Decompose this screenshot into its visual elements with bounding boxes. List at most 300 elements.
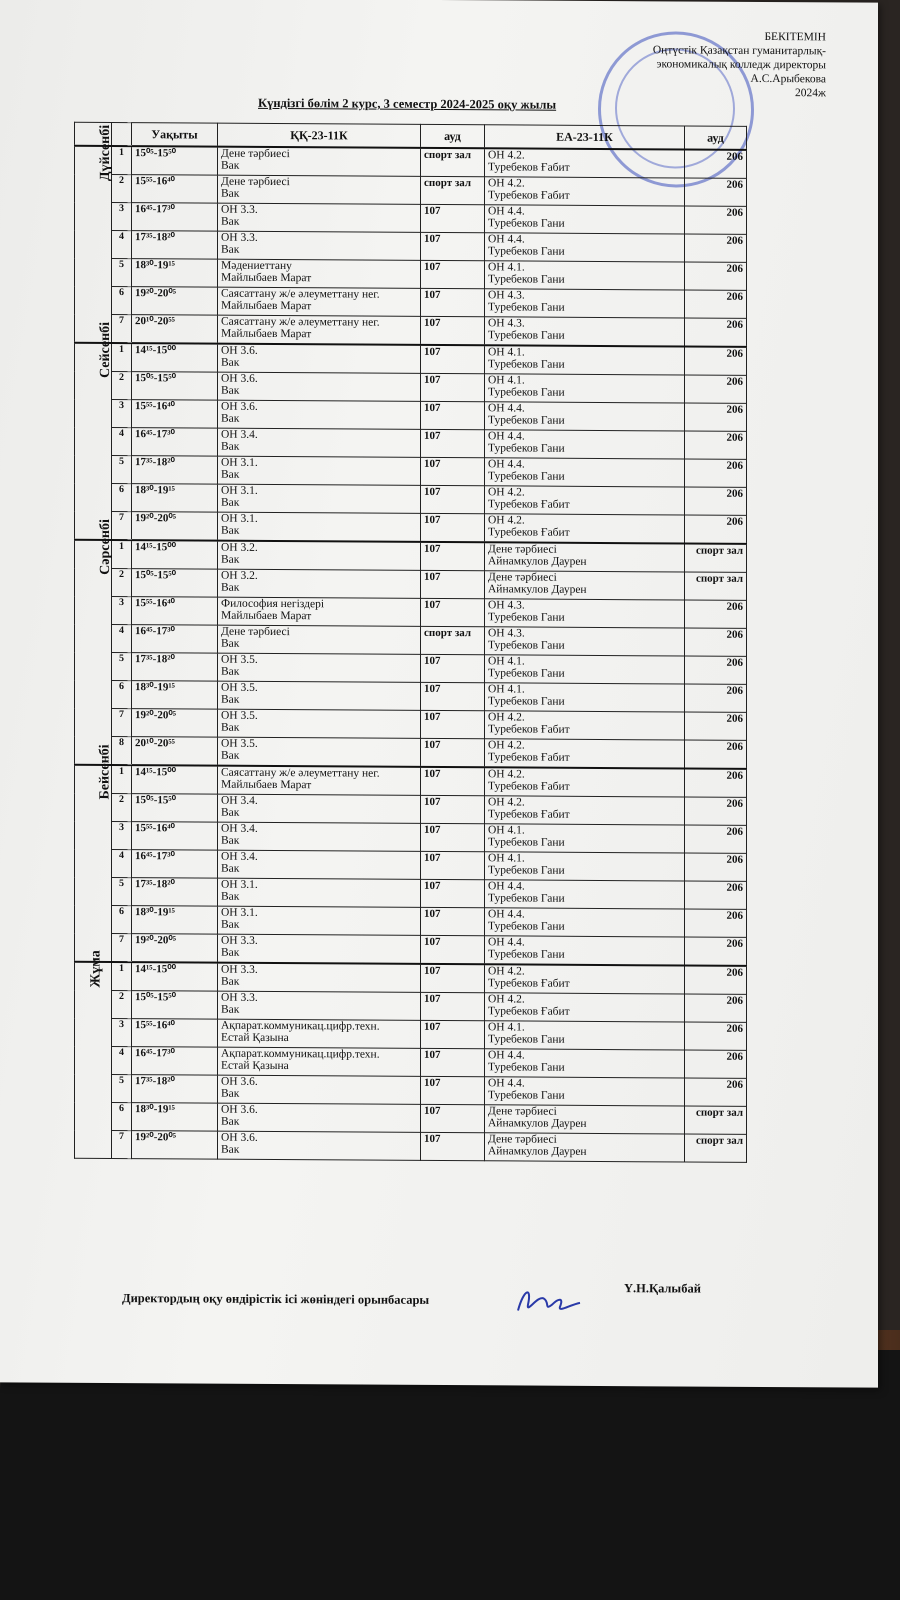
subject-name: ОН 4.2. xyxy=(488,149,525,162)
subject-name: ОН 3.3. xyxy=(221,963,258,976)
teacher-name: Вак xyxy=(221,581,240,594)
group-2-room: 206 xyxy=(685,290,747,318)
group-1-lesson xyxy=(218,906,421,935)
lesson-time: 20¹⁰-20⁵⁵ xyxy=(132,315,218,344)
teacher-name: Вак xyxy=(221,975,240,988)
approval-line-4: А.С.Арыбекова xyxy=(750,72,826,86)
group-1-lesson xyxy=(218,934,421,964)
group-1-lesson xyxy=(218,878,421,907)
group-2-room: 206 xyxy=(685,375,747,403)
lesson-number: 3 xyxy=(112,821,132,849)
table-row xyxy=(75,680,747,712)
subject-name: Дене тәрбиесі xyxy=(221,175,290,189)
teacher-name: Вак xyxy=(221,806,240,819)
group-2-room: спорт зал xyxy=(685,1134,747,1162)
subject-name: ОН 3.3. xyxy=(221,934,258,947)
group-1-room: 107 xyxy=(421,457,485,485)
group-1-lesson xyxy=(218,625,421,654)
group-2-lesson xyxy=(485,711,685,740)
group-1-room: 107 xyxy=(421,429,485,457)
group-1-lesson xyxy=(218,766,421,796)
subject-name: ОН 3.6. xyxy=(221,372,258,385)
subject-name: ОН 4.4. xyxy=(488,402,525,415)
lesson-number: 6 xyxy=(112,483,132,511)
table-row xyxy=(75,371,747,403)
subject-name: ОН 4.1. xyxy=(488,374,525,387)
subject-name: Ақпарат.коммуникац.цифр.техн. xyxy=(221,1019,380,1033)
dark-foreground xyxy=(0,1350,900,1600)
subject-name: ОН 3.1. xyxy=(221,906,258,919)
subject-name: ОН 4.2. xyxy=(488,177,525,190)
teacher-name: Вак xyxy=(221,468,240,481)
teacher-name: Айнамкулов Даурен xyxy=(488,1145,587,1158)
lesson-time: 15⁰⁵-15⁵⁰ xyxy=(132,146,218,175)
group-2-lesson xyxy=(485,402,685,431)
teacher-name: Туребеков Гани xyxy=(488,1033,565,1046)
group-2-room: 206 xyxy=(685,628,747,656)
group-2-lesson xyxy=(485,767,685,797)
group-2-room: 206 xyxy=(685,740,747,769)
lesson-number: 1 xyxy=(112,540,132,569)
table-row xyxy=(75,511,747,544)
subject-name: ОН 4.1. xyxy=(488,655,525,668)
subject-name: ОН 3.6. xyxy=(221,1131,258,1144)
lesson-time: 15⁵⁵-16⁴⁰ xyxy=(132,597,218,626)
table-row xyxy=(75,230,747,262)
subject-name: ОН 3.6. xyxy=(221,344,258,357)
lesson-time: 15⁵⁵-16⁴⁰ xyxy=(132,822,218,851)
subject-name: ОН 4.4. xyxy=(488,880,525,893)
table-row xyxy=(75,933,747,966)
teacher-name: Вак xyxy=(221,890,240,903)
group-1-room: 107 xyxy=(421,738,485,767)
group-2-room: 206 xyxy=(685,965,747,994)
teacher-name: Туребеков Ғабит xyxy=(488,526,570,539)
group-1-room: 107 xyxy=(421,542,485,571)
teacher-name: Туребеков Гани xyxy=(488,358,565,371)
document-title: Күндізгі бөлім 2 курс, 3 семестр 2024-2025 оқу жылы xyxy=(258,95,557,112)
teacher-name: Вак xyxy=(221,356,240,369)
approval-line-3: экономикалық колледж директоры xyxy=(656,58,826,72)
day-name: Сейсенбі xyxy=(98,321,114,379)
group-2-room: 206 xyxy=(685,1050,747,1078)
table-row xyxy=(75,202,747,234)
lesson-number: 7 xyxy=(112,511,132,540)
group-2-lesson xyxy=(485,824,685,853)
group-1-lesson xyxy=(218,287,421,316)
group-2-room: 206 xyxy=(685,403,747,431)
table-row xyxy=(75,596,747,628)
lesson-number: 7 xyxy=(112,933,132,962)
group-1-lesson xyxy=(218,231,421,260)
teacher-name: Естай Қазына xyxy=(221,1059,289,1073)
lesson-time: 19²⁰-20⁰⁵ xyxy=(132,709,218,738)
lesson-number: 1 xyxy=(112,765,132,794)
group-1-lesson xyxy=(218,794,421,823)
subject-name: Саясаттану ж/е әлеуметтану нег. xyxy=(221,287,380,301)
teacher-name: Вак xyxy=(221,918,240,931)
group-1-lesson xyxy=(218,541,421,571)
group-1-room: 107 xyxy=(421,570,485,598)
group-1-room: 107 xyxy=(421,795,485,823)
lesson-time: 14¹⁵-15⁰⁰ xyxy=(132,540,218,569)
group-2-room: 206 xyxy=(685,459,747,487)
group-1-lesson xyxy=(218,653,421,682)
group-2-lesson xyxy=(485,317,685,347)
group-1-room: 107 xyxy=(421,767,485,796)
day-name: Сәрсенбі xyxy=(97,519,113,575)
group-1-room: 107 xyxy=(421,373,485,401)
table-row xyxy=(75,877,747,909)
approval-line-5: 2024ж xyxy=(795,87,826,100)
lesson-time: 17³⁵-18²⁰ xyxy=(132,653,218,682)
group-2-room: 206 xyxy=(685,487,747,515)
teacher-name: Майлыбаев Марат xyxy=(221,778,312,792)
teacher-name: Туребеков Гани xyxy=(488,611,565,624)
subject-name: Саясаттану ж/е әлеуметтану нег. xyxy=(221,766,380,780)
teacher-name: Майлыбаев Марат xyxy=(221,609,312,623)
group-2-room: 206 xyxy=(685,149,747,178)
teacher-name: Вак xyxy=(221,553,240,566)
subject-name: ОН 4.2. xyxy=(488,711,525,724)
group-1-lesson xyxy=(218,259,421,288)
day-name: Дүйсенбі xyxy=(98,124,114,182)
subject-name: ОН 4.4. xyxy=(488,205,525,218)
group-2-room: спорт зал xyxy=(685,1106,747,1134)
subject-name: ОН 3.4. xyxy=(221,794,258,807)
header-time: Уақыты xyxy=(132,123,218,147)
subject-name: ОН 3.1. xyxy=(221,512,258,525)
group-2-room: 206 xyxy=(685,262,747,290)
lesson-time: 19²⁰-20⁰⁵ xyxy=(132,287,218,316)
teacher-name: Вак xyxy=(221,1087,240,1100)
teacher-name: Туребеков Гани xyxy=(488,948,565,961)
subject-name: ОН 3.5. xyxy=(221,653,258,666)
subject-name: Философия негіздері xyxy=(221,597,325,611)
group-1-room: 107 xyxy=(421,1020,485,1048)
teacher-name: Туребеков Гани xyxy=(488,836,565,849)
subject-name: ОН 4.2. xyxy=(488,768,525,781)
subject-name: ОН 3.1. xyxy=(221,456,258,469)
table-row xyxy=(75,314,747,347)
group-1-room: 107 xyxy=(421,598,485,626)
group-1-lesson xyxy=(218,991,421,1020)
group-2-lesson xyxy=(485,796,685,825)
group-2-room: 206 xyxy=(685,825,747,853)
group-2-room: 206 xyxy=(685,909,747,937)
group-2-lesson xyxy=(485,599,685,628)
teacher-name: Туребеков Гани xyxy=(488,217,565,230)
group-1-lesson xyxy=(218,709,421,738)
signature-mark xyxy=(514,1280,584,1320)
group-1-room: 107 xyxy=(421,935,485,964)
table-row xyxy=(75,146,747,179)
table-row xyxy=(75,765,747,798)
lesson-number: 6 xyxy=(112,286,132,314)
lesson-number: 5 xyxy=(112,652,132,680)
subject-name: ОН 4.4. xyxy=(488,1049,525,1062)
table-row xyxy=(75,990,747,1022)
subject-name: ОН 3.1. xyxy=(221,878,258,891)
group-1-room: 107 xyxy=(421,851,485,879)
lesson-number: 5 xyxy=(112,1074,132,1102)
group-1-room: 107 xyxy=(421,316,485,345)
group-1-room: 107 xyxy=(421,232,485,260)
subject-name: ОН 4.4. xyxy=(488,233,525,246)
subject-name: ОН 3.6. xyxy=(221,1103,258,1116)
group-2-room: 206 xyxy=(685,346,747,375)
teacher-name: Туребеков Ғабит xyxy=(488,1005,570,1018)
group-1-lesson xyxy=(218,1131,421,1160)
lesson-number: 4 xyxy=(112,1046,132,1074)
group-2-lesson xyxy=(485,430,685,459)
teacher-name: Туребеков Гани xyxy=(488,1089,565,1102)
subject-name: ОН 3.5. xyxy=(221,737,258,750)
teacher-name: Вак xyxy=(221,524,240,537)
table-row xyxy=(75,1046,747,1078)
table-row xyxy=(75,568,747,600)
teacher-name: Вак xyxy=(221,159,240,172)
group-2-room: 206 xyxy=(685,937,747,966)
subject-name: Мәдениеттану xyxy=(221,259,292,273)
table-row xyxy=(75,962,747,995)
lesson-time: 17³⁵-18²⁰ xyxy=(132,878,218,907)
subject-name: Саясаттану ж/е әлеуметтану нег. xyxy=(221,315,380,329)
group-2-room: 206 xyxy=(685,768,747,797)
header-group-1: ҚҚ-23-11К xyxy=(218,123,421,148)
teacher-name: Вак xyxy=(221,215,240,228)
teacher-name: Туребеков Гани xyxy=(488,920,565,933)
group-1-room: 107 xyxy=(421,907,485,935)
teacher-name: Вак xyxy=(221,1115,240,1128)
subject-name: ОН 4.4. xyxy=(488,430,525,443)
group-2-room: спорт зал xyxy=(685,572,747,600)
table-row xyxy=(75,258,747,290)
teacher-name: Вак xyxy=(221,384,240,397)
signer-name: Ү.Н.Қалыбай xyxy=(624,1281,701,1296)
group-1-lesson xyxy=(218,203,421,232)
table-row xyxy=(75,540,747,573)
subject-name: ОН 4.2. xyxy=(488,993,525,1006)
subject-name: ОН 4.3. xyxy=(488,599,525,612)
subject-name: ОН 4.3. xyxy=(488,627,525,640)
group-2-lesson xyxy=(485,233,685,262)
group-2-room: 206 xyxy=(685,656,747,684)
lesson-time: 16⁴⁵-17³⁰ xyxy=(132,203,218,232)
group-1-room: 107 xyxy=(421,879,485,907)
teacher-name: Вак xyxy=(221,187,240,200)
subject-name: Дене тәрбиесі xyxy=(488,1133,557,1146)
group-1-room: 107 xyxy=(421,288,485,316)
subject-name: ОН 4.2. xyxy=(488,796,525,809)
group-1-lesson xyxy=(218,597,421,626)
day-cell xyxy=(75,950,112,1159)
teacher-name: Туребеков Гани xyxy=(488,1061,565,1074)
table-row xyxy=(75,905,747,937)
table-row xyxy=(75,793,747,825)
group-1-lesson xyxy=(218,963,421,993)
table-row xyxy=(75,286,747,318)
lesson-time: 17³⁵-18²⁰ xyxy=(132,231,218,260)
lesson-time: 19²⁰-20⁰⁵ xyxy=(132,934,218,963)
teacher-name: Туребеков Гани xyxy=(488,442,565,455)
teacher-name: Вак xyxy=(221,749,240,762)
group-2-room: 206 xyxy=(685,1022,747,1050)
day-cell xyxy=(75,744,113,962)
lesson-time: 17³⁵-18²⁰ xyxy=(132,456,218,485)
day-name: Жұма xyxy=(88,950,104,988)
group-1-room: 107 xyxy=(421,1132,485,1160)
group-2-lesson xyxy=(485,964,685,994)
group-2-lesson xyxy=(485,852,685,881)
lesson-time: 14¹⁵-15⁰⁰ xyxy=(132,765,218,794)
subject-name: ОН 3.3. xyxy=(221,231,258,244)
subject-name: ОН 3.5. xyxy=(221,709,258,722)
group-2-lesson xyxy=(485,486,685,515)
group-2-room: 206 xyxy=(685,881,747,909)
group-1-lesson xyxy=(218,428,421,457)
subject-name: ОН 4.1. xyxy=(488,683,525,696)
group-2-lesson xyxy=(485,374,685,403)
teacher-name: Туребеков Гани xyxy=(488,864,565,877)
lesson-number: 4 xyxy=(112,427,132,455)
group-1-room: 107 xyxy=(421,823,485,851)
lesson-number: 2 xyxy=(112,568,132,596)
subject-name: ОН 3.2. xyxy=(221,569,258,582)
table-row xyxy=(75,1130,747,1162)
lesson-number: 4 xyxy=(112,230,132,258)
schedule-table xyxy=(74,122,747,1163)
lesson-number: 2 xyxy=(112,371,132,399)
group-1-lesson xyxy=(218,344,421,374)
subject-name: ОН 4.4. xyxy=(488,908,525,921)
teacher-name: Майлыбаев Марат xyxy=(221,327,312,341)
subject-name: ОН 4.3. xyxy=(488,317,525,330)
table-row xyxy=(75,849,747,881)
group-2-lesson xyxy=(485,205,685,234)
group-2-lesson xyxy=(485,739,685,769)
header-num xyxy=(112,122,132,146)
group-1-lesson xyxy=(218,569,421,598)
subject-name: ОН 4.1. xyxy=(488,346,525,359)
lesson-number: 5 xyxy=(112,877,132,905)
lesson-number: 7 xyxy=(112,314,132,343)
group-1-room: 107 xyxy=(421,485,485,513)
group-1-room: 107 xyxy=(421,401,485,429)
group-1-room: 107 xyxy=(421,992,485,1020)
group-1-room: 107 xyxy=(421,260,485,288)
group-2-lesson xyxy=(485,1049,685,1078)
lesson-number: 6 xyxy=(112,905,132,933)
group-1-room: 107 xyxy=(421,1104,485,1132)
group-1-lesson xyxy=(218,1075,421,1104)
group-2-room: 206 xyxy=(685,234,747,262)
subject-name: ОН 3.3. xyxy=(221,203,258,216)
teacher-name: Туребеков Гани xyxy=(488,892,565,905)
group-2-room: 206 xyxy=(685,994,747,1022)
group-1-lesson xyxy=(218,147,421,177)
lesson-time: 15⁵⁵-16⁴⁰ xyxy=(132,400,218,429)
subject-name: ОН 4.1. xyxy=(488,261,525,274)
teacher-name: Туребеков Гани xyxy=(488,695,565,708)
table-row xyxy=(75,343,747,376)
group-2-lesson xyxy=(485,880,685,909)
lesson-number: 1 xyxy=(112,343,132,372)
group-1-room: 107 xyxy=(421,1048,485,1076)
group-2-lesson xyxy=(485,655,685,684)
group-1-room: 107 xyxy=(421,654,485,682)
lesson-number: 4 xyxy=(112,624,132,652)
approval-block xyxy=(653,29,826,100)
table-row xyxy=(75,1102,747,1134)
group-1-room: 107 xyxy=(421,513,485,542)
subject-name: ОН 4.2. xyxy=(488,739,525,752)
teacher-name: Туребеков Ғабит xyxy=(488,189,570,202)
teacher-name: Туребеков Гани xyxy=(488,273,565,286)
lesson-number: 6 xyxy=(112,1102,132,1130)
subject-name: Дене тәрбиесі xyxy=(221,625,290,639)
group-1-room: 107 xyxy=(421,964,485,993)
group-2-lesson xyxy=(485,1105,685,1134)
group-2-room: 206 xyxy=(685,515,747,544)
group-2-room: 206 xyxy=(685,178,747,206)
teacher-name: Естай Қазына xyxy=(221,1031,289,1045)
teacher-name: Туребеков Ғабит xyxy=(488,751,570,764)
subject-name: ОН 3.3. xyxy=(221,991,258,1004)
lesson-number: 2 xyxy=(112,174,132,202)
lesson-number: 3 xyxy=(112,399,132,427)
lesson-number: 3 xyxy=(112,1018,132,1046)
group-2-lesson xyxy=(485,458,685,487)
lesson-time: 15⁰⁵-15⁵⁰ xyxy=(132,372,218,401)
lesson-time: 16⁴⁵-17³⁰ xyxy=(132,1047,218,1076)
group-2-room: 206 xyxy=(685,206,747,234)
group-2-room: спорт зал xyxy=(685,543,747,572)
group-2-lesson xyxy=(485,1133,685,1162)
subject-name: ОН 4.2. xyxy=(488,486,525,499)
teacher-name: Айнамкулов Даурен xyxy=(488,1117,587,1130)
teacher-name: Туребеков Ғабит xyxy=(488,498,570,511)
subject-name: ОН 3.5. xyxy=(221,681,258,694)
lesson-time: 16⁴⁵-17³⁰ xyxy=(132,428,218,457)
table-row xyxy=(75,1074,747,1106)
group-1-room: 107 xyxy=(421,682,485,710)
lesson-time: 16⁴⁵-17³⁰ xyxy=(132,850,218,879)
group-2-room: 206 xyxy=(685,797,747,825)
teacher-name: Айнамкулов Даурен xyxy=(488,555,587,568)
subject-name: ОН 4.4. xyxy=(488,1077,525,1090)
subject-name: Ақпарат.коммуникац.цифр.техн. xyxy=(221,1047,380,1061)
teacher-name: Вак xyxy=(221,440,240,453)
group-2-room: 206 xyxy=(685,600,747,628)
lesson-time: 18³⁰-19¹⁵ xyxy=(132,906,218,935)
group-2-lesson xyxy=(485,542,685,572)
lesson-time: 19²⁰-20⁰⁵ xyxy=(132,512,218,541)
lesson-number: 7 xyxy=(112,708,132,736)
lesson-time: 15⁰⁵-15⁵⁰ xyxy=(132,794,218,823)
subject-name: ОН 4.3. xyxy=(488,289,525,302)
teacher-name: Туребеков Ғабит xyxy=(488,808,570,821)
teacher-name: Туребеков Гани xyxy=(488,667,565,680)
teacher-name: Вак xyxy=(221,1003,240,1016)
subject-name: ОН 3.6. xyxy=(221,400,258,413)
group-2-lesson xyxy=(485,627,685,656)
teacher-name: Вак xyxy=(221,834,240,847)
group-1-lesson xyxy=(218,456,421,485)
table-row xyxy=(75,1018,747,1050)
group-1-lesson xyxy=(218,400,421,429)
group-2-lesson xyxy=(485,936,685,966)
